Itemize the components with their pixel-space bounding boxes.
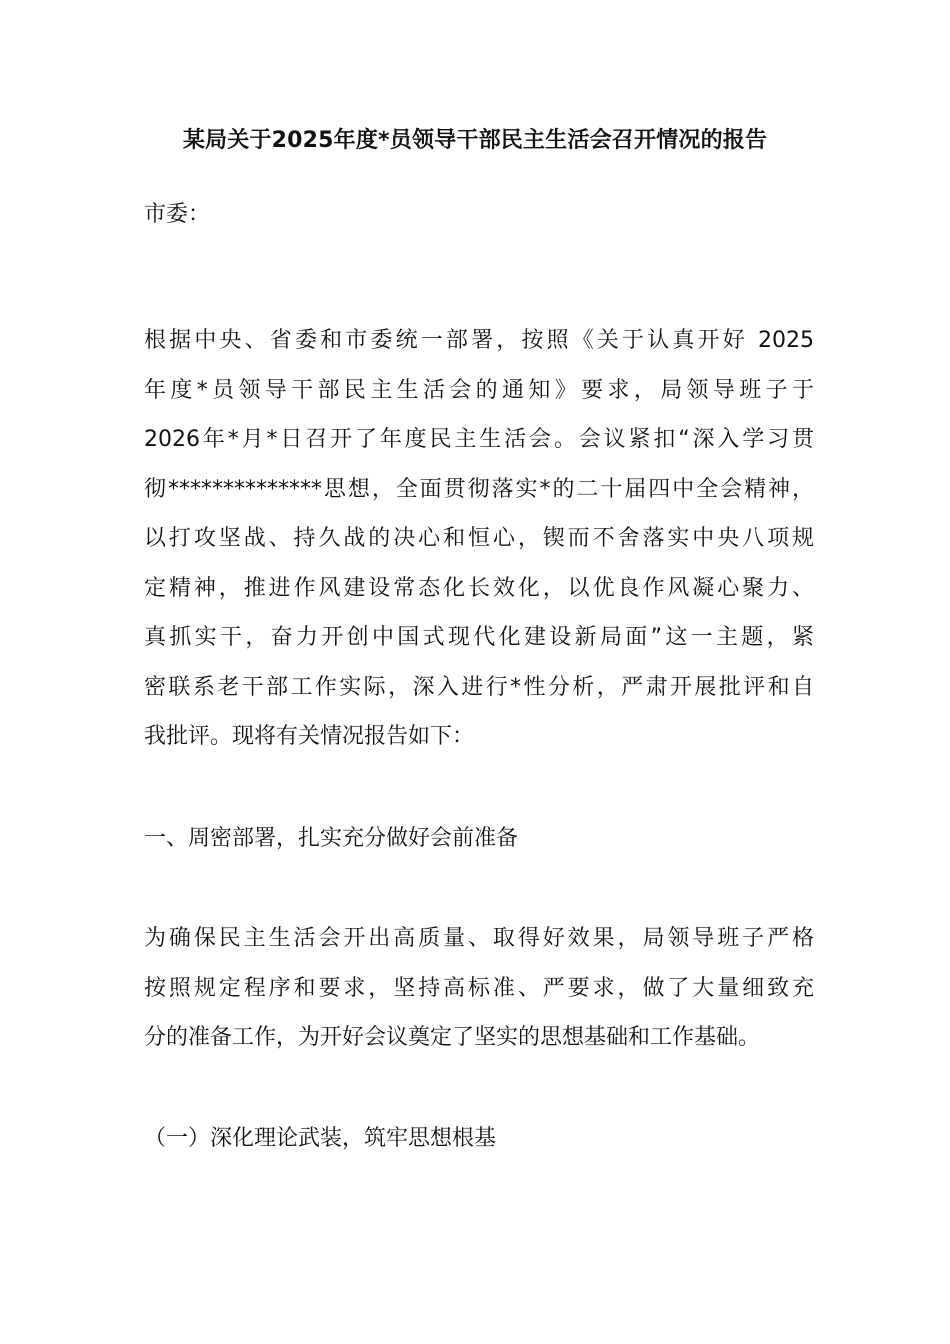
document-title: 某局关于2025年度*员领导干部民主生活会召开情况的报告 <box>182 128 768 153</box>
paragraph-line: 彻**************思想，全面贯彻落实*的二十届四中全会精神， <box>144 476 814 502</box>
paragraph-line: 2026年*月*日召开了年度民主生活会。会议紧扣“深入学习贯 <box>144 427 814 452</box>
paragraph-line: 年度*员领导干部民主生活会的通知》要求，局领导班子于 <box>144 377 814 403</box>
paragraph-preparation <box>144 914 814 1063</box>
paragraph-line: 以打攻坚战、持久战的决心和恒心，锲而不舍落实中央八项规 <box>144 526 814 551</box>
paragraph-line: 分的准备工作，为开好会议奠定了坚实的思想基础和工作基础。 <box>144 1025 761 1050</box>
paragraph-line: 我批评。现将有关情况报告如下： <box>144 724 475 749</box>
salutation: 市委： <box>144 202 211 227</box>
paragraph-line: 为确保民主生活会开出高质量、取得好效果，局领导班子严格 <box>144 926 814 951</box>
section-heading-1: 一、周密部署，扎实充分做好会前准备 <box>144 826 519 851</box>
subsection-heading-1: （一）深化理论武装，筑牢思想根基 <box>144 1126 497 1151</box>
paragraph-line: 密联系老干部工作实际，深入进行*性分析，严肃开展批评和自 <box>144 674 814 700</box>
paragraph-line: 按照规定程序和要求，坚持高标准、严要求，做了大量细致充 <box>144 975 814 1001</box>
paragraph-line: 根据中央、省委和市委统一部署，按照《关于认真开好 2025 <box>144 328 814 353</box>
paragraph-intro <box>144 316 814 762</box>
paragraph-line: 真抓实干，奋力开创中国式现代化建设新局面”这一主题，紧 <box>144 625 814 650</box>
paragraph-line: 定精神，推进作风建设常态化长效化，以优良作风凝心聚力、 <box>144 575 814 601</box>
